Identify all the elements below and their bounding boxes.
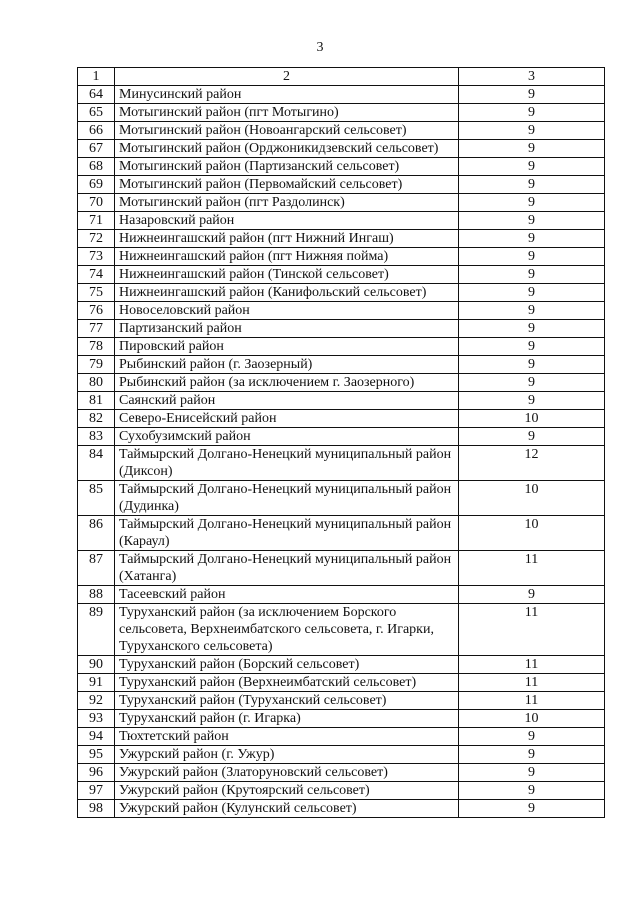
row-number-cell: 79	[78, 356, 115, 374]
region-name-cell: Ужурский район (Златоруновский сельсовет)	[115, 764, 459, 782]
region-name-cell: Пировский район	[115, 338, 459, 356]
row-number-cell: 66	[78, 122, 115, 140]
region-name-cell: Мотыгинский район (Первомайский сельсовет)	[115, 176, 459, 194]
value-cell: 9	[459, 374, 605, 392]
row-number-cell: 85	[78, 481, 115, 516]
table-row	[78, 248, 605, 266]
table-row	[78, 374, 605, 392]
region-name-cell: Мотыгинский район (пгт Раздолинск)	[115, 194, 459, 212]
table-row	[78, 674, 605, 692]
value-cell: 9	[459, 230, 605, 248]
region-name-cell: Ужурский район (Кулунский сельсовет)	[115, 800, 459, 818]
page-number: 3	[316, 40, 324, 55]
region-name-cell: Нижнеингашский район (Тинской сельсовет)	[115, 266, 459, 284]
table-row	[78, 212, 605, 230]
column-header-3: 3	[459, 68, 605, 86]
regions-table	[77, 67, 605, 818]
row-number-cell: 90	[78, 656, 115, 674]
row-number-cell: 88	[78, 586, 115, 604]
table-row	[78, 728, 605, 746]
table-row	[78, 338, 605, 356]
region-name-cell: Тасеевский район	[115, 586, 459, 604]
region-name-cell: Таймырский Долгано-Ненецкий муниципальный район (Хатанга)	[115, 551, 459, 586]
value-cell: 11	[459, 551, 605, 586]
row-number-cell: 74	[78, 266, 115, 284]
row-number-cell: 84	[78, 446, 115, 481]
region-name-cell: Таймырский Долгано-Ненецкий муниципальный район (Диксон)	[115, 446, 459, 481]
value-cell: 9	[459, 728, 605, 746]
row-number-cell: 98	[78, 800, 115, 818]
value-cell: 9	[459, 392, 605, 410]
region-name-cell: Мотыгинский район (Партизанский сельсовет)	[115, 158, 459, 176]
row-number-cell: 70	[78, 194, 115, 212]
table-row	[78, 710, 605, 728]
value-cell: 9	[459, 104, 605, 122]
region-name-cell: Новоселовский район	[115, 302, 459, 320]
value-cell: 10	[459, 516, 605, 551]
table-row	[78, 764, 605, 782]
table-header-row	[78, 68, 605, 86]
value-cell: 11	[459, 604, 605, 656]
table-row	[78, 446, 605, 481]
value-cell: 9	[459, 800, 605, 818]
table-row	[78, 176, 605, 194]
row-number-cell: 87	[78, 551, 115, 586]
value-cell: 9	[459, 746, 605, 764]
region-name-cell: Ужурский район (г. Ужур)	[115, 746, 459, 764]
table-row	[78, 104, 605, 122]
row-number-cell: 75	[78, 284, 115, 302]
region-name-cell: Мотыгинский район (Новоангарский сельсовет)	[115, 122, 459, 140]
region-name-cell: Мотыгинский район (пгт Мотыгино)	[115, 104, 459, 122]
region-name-cell: Ужурский район (Крутоярский сельсовет)	[115, 782, 459, 800]
row-number-cell: 64	[78, 86, 115, 104]
row-number-cell: 65	[78, 104, 115, 122]
region-name-cell: Нижнеингашский район (пгт Нижний Ингаш)	[115, 230, 459, 248]
table-row	[78, 782, 605, 800]
value-cell: 11	[459, 656, 605, 674]
column-header-2: 2	[115, 68, 459, 86]
table-row	[78, 392, 605, 410]
value-cell: 11	[459, 692, 605, 710]
region-name-cell: Таймырский Долгано-Ненецкий муниципальный район (Караул)	[115, 516, 459, 551]
row-number-cell: 96	[78, 764, 115, 782]
table-row	[78, 428, 605, 446]
table-row	[78, 692, 605, 710]
value-cell: 9	[459, 356, 605, 374]
row-number-cell: 78	[78, 338, 115, 356]
value-cell: 9	[459, 122, 605, 140]
value-cell: 10	[459, 410, 605, 428]
value-cell: 9	[459, 320, 605, 338]
row-number-cell: 69	[78, 176, 115, 194]
region-name-cell: Рыбинский район (г. Заозерный)	[115, 356, 459, 374]
value-cell: 9	[459, 86, 605, 104]
row-number-cell: 89	[78, 604, 115, 656]
row-number-cell: 76	[78, 302, 115, 320]
region-name-cell: Северо-Енисейский район	[115, 410, 459, 428]
table-row	[78, 158, 605, 176]
value-cell: 9	[459, 284, 605, 302]
table-row	[78, 86, 605, 104]
row-number-cell: 67	[78, 140, 115, 158]
row-number-cell: 82	[78, 410, 115, 428]
value-cell: 9	[459, 586, 605, 604]
row-number-cell: 77	[78, 320, 115, 338]
table-row	[78, 122, 605, 140]
row-number-cell: 83	[78, 428, 115, 446]
value-cell: 9	[459, 194, 605, 212]
value-cell: 9	[459, 248, 605, 266]
value-cell: 9	[459, 266, 605, 284]
table-row	[78, 302, 605, 320]
table-row	[78, 356, 605, 374]
table-row	[78, 410, 605, 428]
table-row	[78, 656, 605, 674]
region-name-cell: Рыбинский район (за исключением г. Заозерного)	[115, 374, 459, 392]
region-name-cell: Мотыгинский район (Орджоникидзевский сельсовет)	[115, 140, 459, 158]
value-cell: 9	[459, 782, 605, 800]
table-row	[78, 800, 605, 818]
region-name-cell: Тюхтетский район	[115, 728, 459, 746]
region-name-cell: Туруханский район (Туруханский сельсовет)	[115, 692, 459, 710]
value-cell: 12	[459, 446, 605, 481]
row-number-cell: 68	[78, 158, 115, 176]
value-cell: 9	[459, 764, 605, 782]
row-number-cell: 80	[78, 374, 115, 392]
region-name-cell: Назаровский район	[115, 212, 459, 230]
table-row	[78, 320, 605, 338]
row-number-cell: 86	[78, 516, 115, 551]
region-name-cell: Саянский район	[115, 392, 459, 410]
table-row	[78, 746, 605, 764]
region-name-cell: Нижнеингашский район (пгт Нижняя пойма)	[115, 248, 459, 266]
value-cell: 9	[459, 302, 605, 320]
row-number-cell: 92	[78, 692, 115, 710]
region-name-cell: Туруханский район (Верхнеимбатский сельсовет)	[115, 674, 459, 692]
region-name-cell: Туруханский район (г. Игарка)	[115, 710, 459, 728]
table-body	[78, 86, 605, 818]
region-name-cell: Туруханский район (Борский сельсовет)	[115, 656, 459, 674]
region-name-cell: Таймырский Долгано-Ненецкий муниципальный район (Дудинка)	[115, 481, 459, 516]
table-row	[78, 586, 605, 604]
table-row	[78, 266, 605, 284]
table-row	[78, 516, 605, 551]
table-row	[78, 604, 605, 656]
value-cell: 9	[459, 212, 605, 230]
region-name-cell: Нижнеингашский район (Канифольский сельсовет)	[115, 284, 459, 302]
value-cell: 9	[459, 140, 605, 158]
region-name-cell: Туруханский район (за исключением Борского сельсовета, Верхнеимбатского сельсовета, г. Игарки, Туруханского сельсовета)	[115, 604, 459, 656]
column-header-1: 1	[78, 68, 115, 86]
region-name-cell: Минусинский район	[115, 86, 459, 104]
row-number-cell: 94	[78, 728, 115, 746]
value-cell: 9	[459, 158, 605, 176]
row-number-cell: 73	[78, 248, 115, 266]
table-row	[78, 284, 605, 302]
value-cell: 9	[459, 338, 605, 356]
table-row	[78, 140, 605, 158]
value-cell: 10	[459, 481, 605, 516]
value-cell: 11	[459, 674, 605, 692]
value-cell: 9	[459, 176, 605, 194]
value-cell: 10	[459, 710, 605, 728]
table-row	[78, 230, 605, 248]
row-number-cell: 71	[78, 212, 115, 230]
table-row	[78, 194, 605, 212]
table-row	[78, 481, 605, 516]
value-cell: 9	[459, 428, 605, 446]
region-name-cell: Партизанский район	[115, 320, 459, 338]
table-row	[78, 551, 605, 586]
row-number-cell: 72	[78, 230, 115, 248]
row-number-cell: 97	[78, 782, 115, 800]
row-number-cell: 95	[78, 746, 115, 764]
region-name-cell: Сухобузимский район	[115, 428, 459, 446]
row-number-cell: 93	[78, 710, 115, 728]
row-number-cell: 81	[78, 392, 115, 410]
row-number-cell: 91	[78, 674, 115, 692]
